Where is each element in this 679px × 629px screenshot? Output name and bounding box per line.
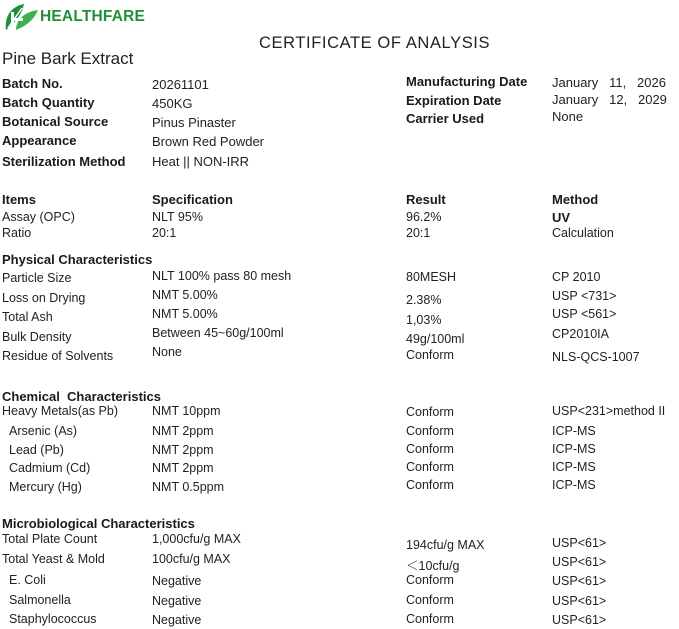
table-row-result: Conform: [406, 573, 454, 587]
table-row-spec: NMT 0.5ppm: [152, 480, 225, 494]
table-row-item: Lead (Pb): [9, 443, 64, 457]
column-header-result: Result: [406, 192, 446, 207]
table-row-method: ICP-MS: [552, 442, 596, 456]
table-row-result: Conform: [406, 593, 454, 607]
table-row-result: 49g/100ml: [406, 332, 465, 346]
table-row-method: USP<61>: [552, 613, 607, 627]
ratio-item: Ratio: [2, 226, 32, 240]
table-row-method: USP<231>method II: [552, 404, 666, 418]
assay-method: UV: [552, 210, 571, 225]
expiration-date-label: Expiration Date: [406, 93, 502, 108]
table-row-result: Conform: [406, 424, 454, 438]
table-row-result: Conform: [406, 348, 454, 362]
table-row-spec: Negative: [152, 594, 202, 608]
table-row-item: Bulk Density: [2, 330, 72, 344]
ratio-method: Calculation: [552, 226, 614, 240]
assay-result: 96.2%: [406, 210, 442, 224]
table-row-result: 80MESH: [406, 270, 457, 284]
batch-no-label: Batch No.: [2, 76, 63, 91]
table-row-spec: None: [152, 345, 182, 359]
table-row-spec: Between 45~60g/100ml: [152, 326, 284, 340]
table-row-item: Staphylococcus: [9, 612, 97, 626]
column-header-specification: Specification: [152, 192, 233, 207]
column-header-items: Items: [2, 192, 36, 207]
table-row-spec: NLT 100% pass 80 mesh: [152, 269, 292, 283]
table-row-item: Residue of Solvents: [2, 349, 114, 363]
table-row-method: ICP-MS: [552, 460, 596, 474]
table-row-method: USP<61>: [552, 574, 607, 588]
ratio-result: 20:1: [406, 226, 431, 240]
table-row-spec: NMT 2ppm: [152, 461, 214, 475]
table-row-item: Particle Size: [2, 271, 72, 285]
appearance-label: Appearance: [2, 133, 77, 148]
table-row-item: Total Yeast & Mold: [2, 552, 105, 566]
table-row-item: Salmonella: [9, 593, 71, 607]
column-header-method: Method: [552, 192, 599, 207]
botanical-source-label: Botanical Source: [2, 114, 109, 129]
table-row-method: CP 2010: [552, 270, 601, 284]
batch-quantity-value: 450KG: [152, 96, 193, 111]
table-row-method: USP<61>: [552, 555, 607, 569]
table-row-result: ＜10cfu/g: [406, 559, 460, 573]
table-row-spec: NMT 2ppm: [152, 443, 214, 457]
table-row-method: CP2010IA: [552, 327, 609, 341]
table-row-result: Conform: [406, 442, 454, 456]
table-row-spec: NMT 10ppm: [152, 404, 221, 418]
table-row-method: NLS-QCS-1007: [552, 350, 640, 364]
table-row-item: Mercury (Hg): [9, 480, 82, 494]
table-row-spec: NMT 5.00%: [152, 288, 218, 302]
appearance-value: Brown Red Powder: [152, 134, 264, 149]
table-row-result: 2.38%: [406, 293, 442, 307]
table-row-result: Conform: [406, 460, 454, 474]
section-title-microbiological: Microbiological Characteristics: [2, 516, 195, 531]
table-row-result: 194cfu/g MAX: [406, 538, 485, 552]
table-row-result: 1,03%: [406, 313, 442, 327]
table-row-spec: Negative: [152, 613, 202, 627]
table-row-result: Conform: [406, 405, 454, 419]
table-row-item: Total Ash: [2, 310, 53, 324]
table-row-item: Loss on Drying: [2, 291, 86, 305]
table-row-spec: 1,000cfu/g MAX: [152, 532, 241, 546]
table-row-result: Conform: [406, 612, 454, 626]
table-row-method: USP<61>: [552, 594, 607, 608]
table-row-result: Conform: [406, 478, 454, 492]
botanical-source-value: Pinus Pinaster: [152, 115, 236, 130]
table-row-item: Arsenic (As): [9, 424, 78, 438]
table-row-item: Heavy Metals(as Pb): [2, 404, 119, 418]
sterilization-method-label: Sterilization Method: [2, 154, 126, 169]
expiration-date-value: January 12, 2029: [552, 92, 667, 107]
assay-spec: NLT 95%: [152, 210, 203, 224]
section-title-physical: Physical Characteristics: [2, 252, 153, 267]
table-row-method: ICP-MS: [552, 424, 596, 438]
table-row-method: USP <561>: [552, 307, 617, 321]
certificate-title: CERTIFICATE OF ANALYSIS: [259, 34, 491, 52]
product-name: Pine Bark Extract: [2, 49, 134, 68]
manufacturing-date-value: January 11, 2026: [552, 75, 666, 90]
ratio-spec: 20:1: [152, 226, 177, 240]
table-row-item: Cadmium (Cd): [9, 461, 91, 475]
table-row-spec: 100cfu/g MAX: [152, 552, 231, 566]
batch-quantity-label: Batch Quantity: [2, 95, 95, 110]
table-row-spec: NMT 2ppm: [152, 424, 214, 438]
table-row-method: ICP-MS: [552, 478, 596, 492]
carrier-used-value: None: [552, 109, 584, 124]
section-title-chemical: Chemical Characteristics: [2, 389, 161, 404]
sterilization-method-value: Heat || NON-IRR: [152, 154, 250, 169]
leaf-h-logo-icon: [2, 2, 42, 32]
assay-item: Assay (OPC): [2, 210, 75, 224]
manufacturing-date-label: Manufacturing Date: [406, 74, 528, 89]
brand-name: HEALTHFARE: [40, 8, 146, 25]
table-row-method: USP <731>: [552, 289, 617, 303]
table-row-method: USP<61>: [552, 536, 607, 550]
table-row-item: Total Plate Count: [2, 532, 98, 546]
carrier-used-label: Carrier Used: [406, 111, 485, 126]
table-row-spec: NMT 5.00%: [152, 307, 218, 321]
table-row-item: E. Coli: [9, 573, 46, 587]
table-row-spec: Negative: [152, 574, 202, 588]
batch-no-value: 20261101: [152, 77, 209, 92]
